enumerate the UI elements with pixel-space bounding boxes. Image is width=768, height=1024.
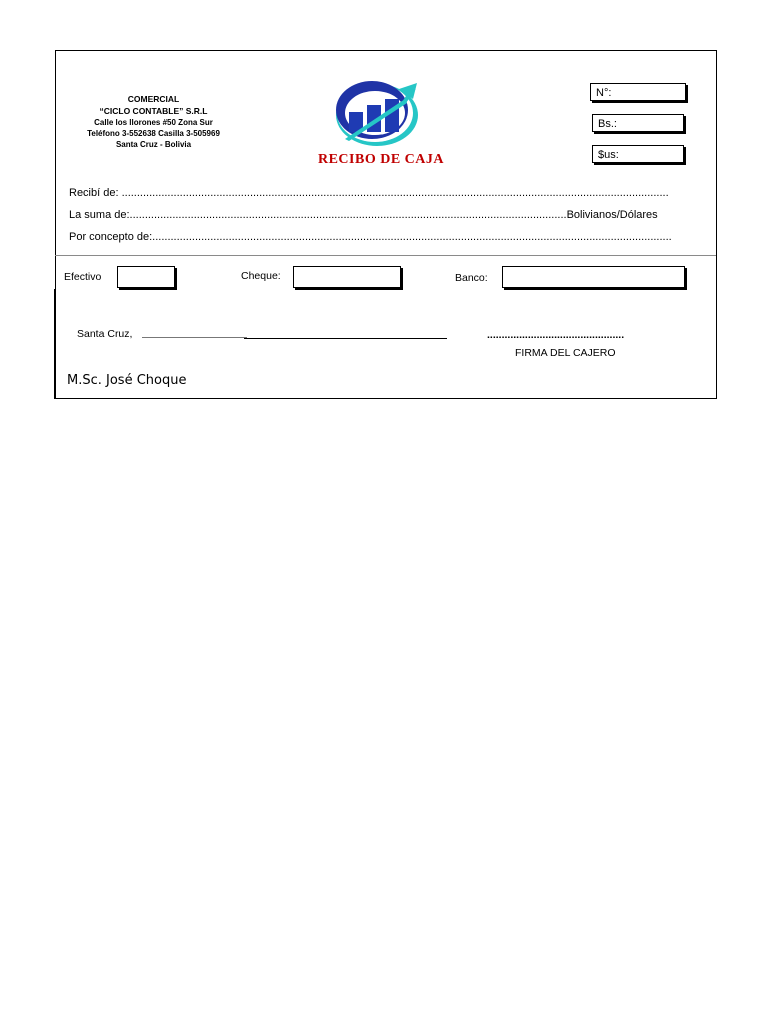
company-type: COMERCIAL — [127, 94, 180, 104]
bar-chart-arrow-logo-icon — [335, 79, 427, 147]
concept-line[interactable]: Por concepto de:.......................................................................................................................................................................... — [69, 231, 672, 243]
bank-label: Banco: — [455, 272, 488, 284]
cash-field[interactable] — [117, 266, 175, 288]
section-divider — [55, 255, 716, 256]
receipt-title: RECIBO DE CAJA — [317, 152, 444, 167]
company-name: “CICLO CONTABLE” S.R.L — [99, 106, 208, 116]
cashier-signature-label: FIRMA DEL CAJERO — [515, 347, 616, 359]
check-field[interactable] — [293, 266, 401, 288]
received-from-line[interactable]: Recibí de: ................................................................................................................................................................................... — [69, 187, 669, 199]
date-line-2[interactable] — [244, 338, 447, 339]
currency-suffix: Bolivianos/Dólares — [566, 209, 658, 221]
check-label: Cheque: — [241, 270, 281, 282]
dollars-amount-field[interactable]: $us: — [592, 145, 684, 163]
company-address: Calle los llorones #50 Zona Sur — [94, 118, 213, 127]
place-date-label: Santa Cruz, — [77, 328, 133, 340]
bank-field[interactable] — [502, 266, 685, 288]
amount-line-dots: La suma de:............................................................................................................................................... — [69, 209, 567, 221]
receipt-number-field[interactable]: N°: — [590, 83, 686, 101]
bolivianos-amount-field[interactable]: Bs.: — [592, 114, 684, 132]
author-name: M.Sc. José Choque — [67, 373, 187, 388]
cash-receipt-form — [55, 50, 717, 399]
company-info — [81, 93, 226, 150]
left-border-mark — [54, 289, 56, 399]
cashier-signature-line[interactable]: ............................................... — [487, 329, 625, 341]
amount-line[interactable] — [69, 209, 658, 221]
cash-label: Efectivo — [64, 271, 102, 283]
company-phone: Teléfono 3-552638 Casilla 3-505969 — [87, 129, 220, 138]
date-line-1[interactable] — [142, 337, 247, 338]
company-city: Santa Cruz - Bolivia — [115, 140, 192, 149]
